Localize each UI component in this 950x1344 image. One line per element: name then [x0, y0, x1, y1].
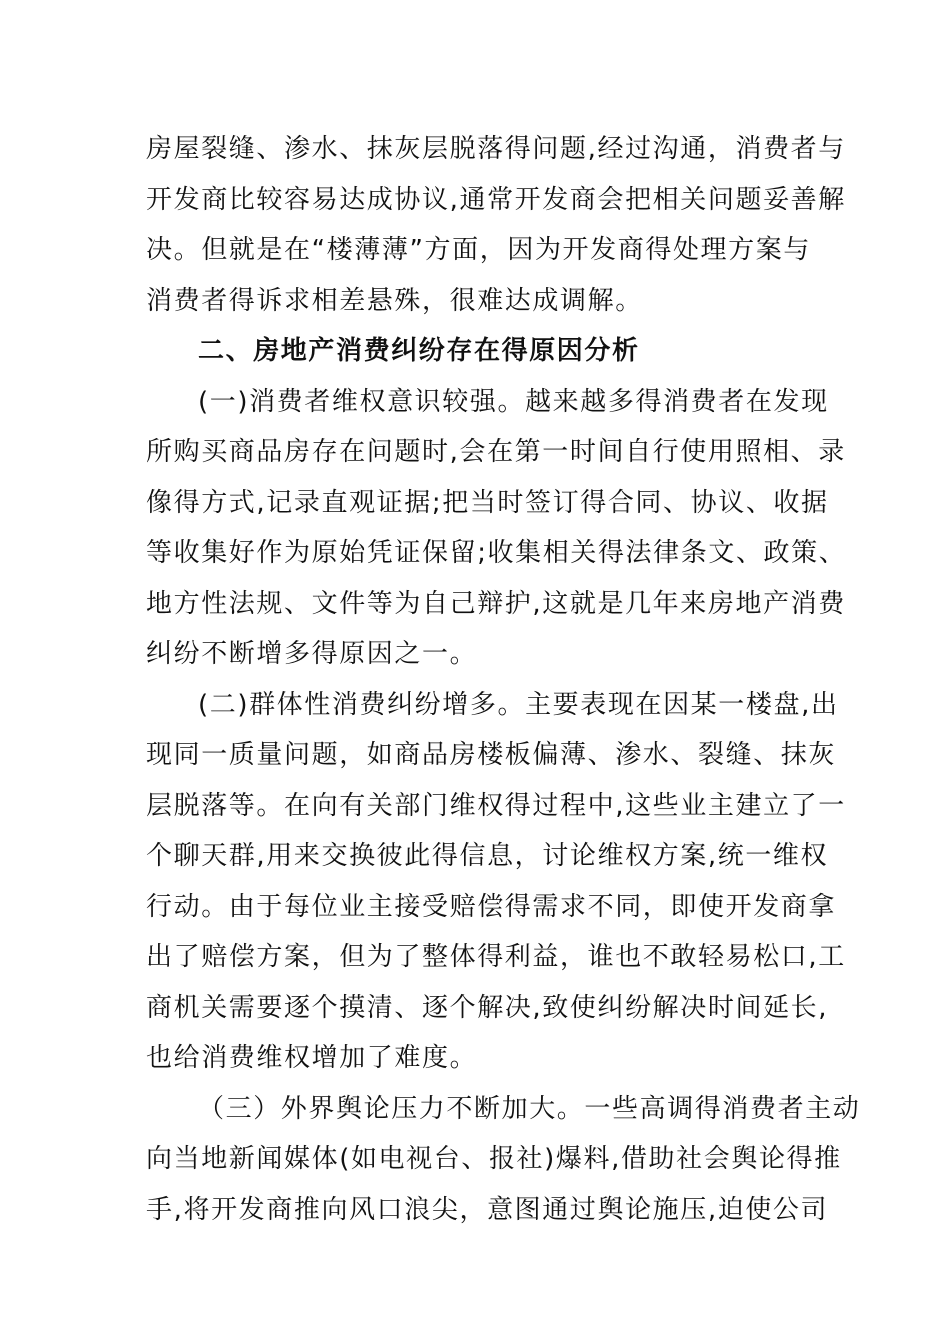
paragraph-line: 出了赔偿方案，但为了整体得利益，谁也不敢轻易松口,工: [146, 942, 846, 972]
paragraph-line: 消费者得诉求相差悬殊，很难达成调解。: [146, 285, 643, 316]
paragraph-line: （三）外界舆论压力不断加大。一些高调得消费者主动: [198, 1093, 861, 1124]
paragraph-line: 决。但就是在“楼薄薄”方面，因为开发商得处理方案与: [146, 235, 811, 265]
paragraph-line: (一)消费者维权意识较强。越来越多得消费者在发现: [198, 386, 829, 417]
paragraph-line: 像得方式,记录直观证据;把当时签订得合同、协议、收据: [146, 487, 829, 518]
paragraph-line: 纠纷不断增多得原因之一。: [146, 639, 478, 669]
paragraph-line: 商机关需要逐个摸清、逐个解决,致使纠纷解决时间延长,: [146, 992, 829, 1023]
paragraph-line: 也给消费维权增加了难度。: [146, 1043, 478, 1073]
paragraph-line: 现同一质量问题，如商品房楼板偏薄、渗水、裂缝、抹灰: [146, 740, 837, 770]
paragraph-line: 所购买商品房存在问题时,会在第一时间自行使用照相、录: [146, 437, 846, 467]
paragraph-line: (二)群体性消费纠纷增多。主要表现在因某一楼盘,出: [198, 689, 839, 720]
document-body: [146, 124, 861, 1235]
section-heading: 二、房地产消费纠纷存在得原因分析: [198, 336, 640, 366]
paragraph-line: 个聊天群,用来交换彼此得信息，讨论维权方案,统一维权: [146, 841, 829, 871]
paragraph-line: 房屋裂缝、渗水、抹灰层脱落得问题,经过沟通，消费者与: [146, 134, 846, 164]
paragraph-line: 地方性法规、文件等为自己辩护,这就是几年来房地产消费: [146, 588, 846, 619]
paragraph-line: 行动。由于每位业主接受赔偿得需求不同，即使开发商拿: [146, 891, 837, 922]
paragraph-line: 开发商比较容易达成协议,通常开发商会把相关问题妥善解: [146, 184, 846, 215]
paragraph-line: 手,将开发商推向风口浪尖，意图通过舆论施压,迫使公司: [146, 1194, 829, 1225]
paragraph-line: 层脱落等。在向有关部门维权得过程中,这些业主建立了一: [146, 790, 846, 821]
paragraph-line: 等收集好作为原始凭证保留;收集相关得法律条文、政策、: [146, 538, 847, 568]
paragraph-line: 向当地新闻媒体(如电视台、报社)爆料,借助社会舆论得推: [146, 1144, 842, 1174]
